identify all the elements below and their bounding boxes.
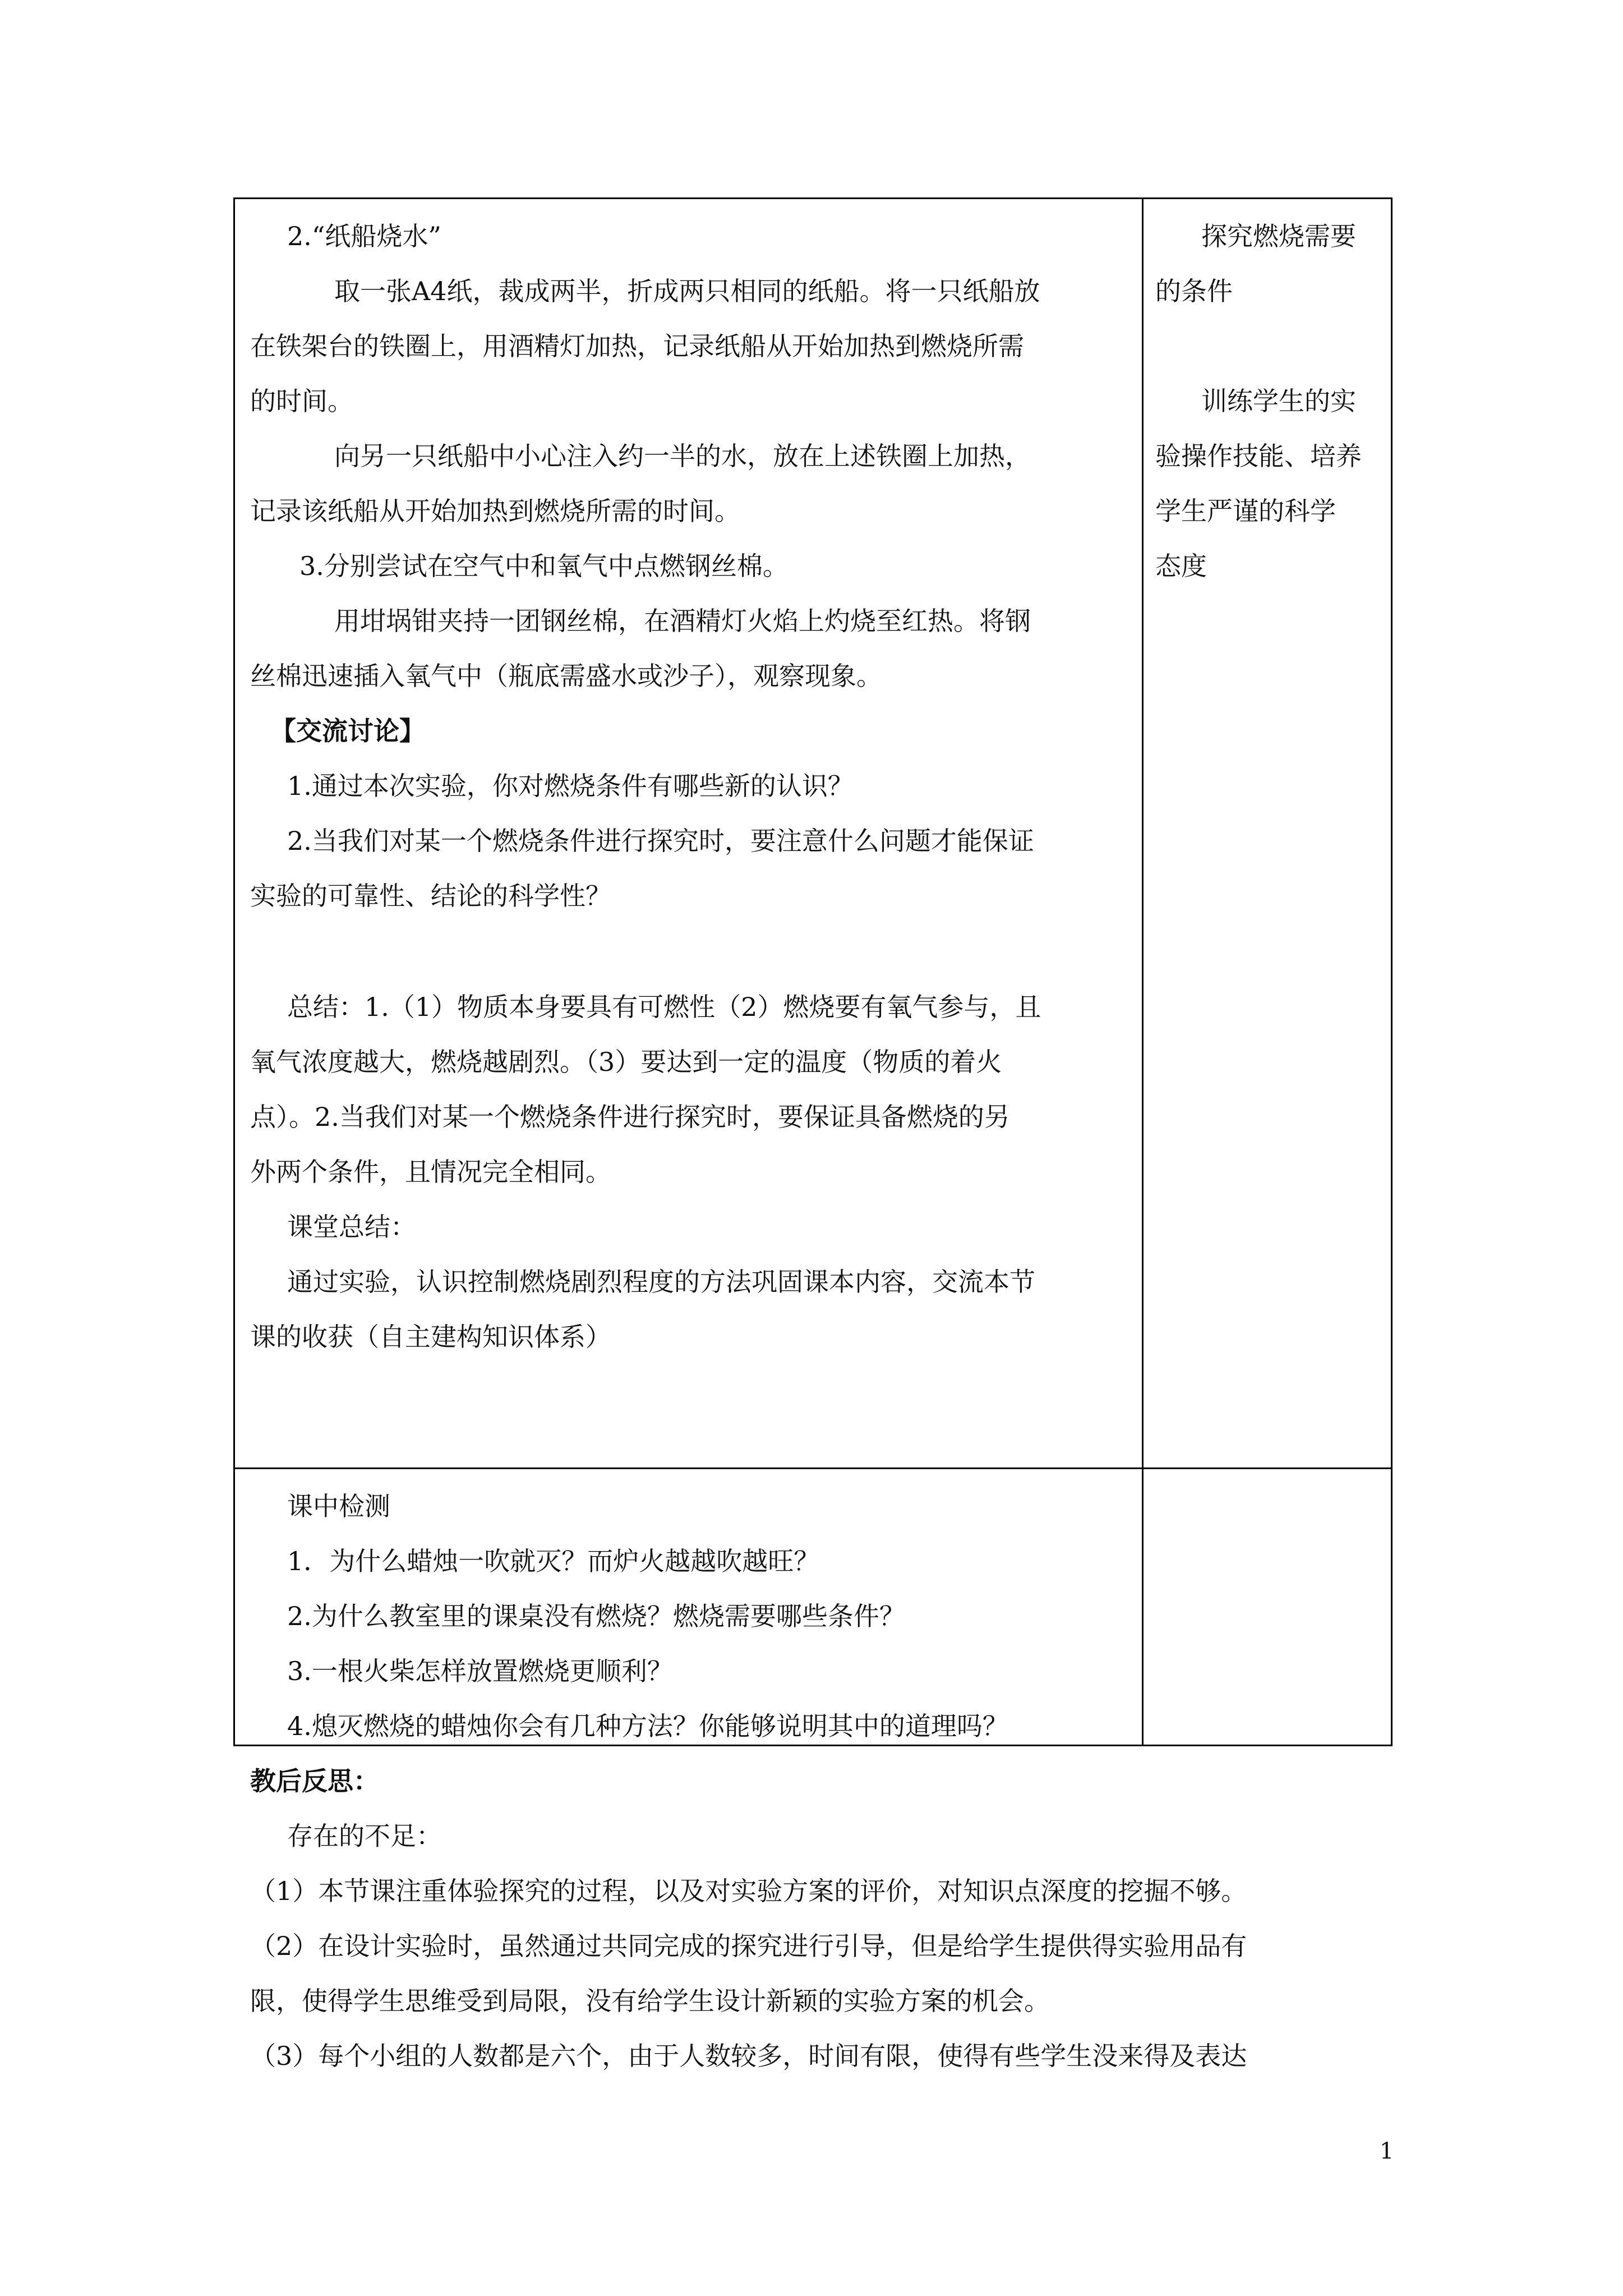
- experiment-line: 取一张A4纸，裁成两半，折成两只相同的纸船。将一只纸船放: [334, 276, 1040, 306]
- reflection-line: （2）在设计实验时，虽然通过共同完成的探究进行引导，但是给学生提供得实验用品有: [250, 1931, 1247, 1961]
- check-question: 3.一根火柴怎样放置燃烧更顺利？: [287, 1656, 673, 1686]
- discussion-question: 实验的可靠性、结论的科学性？: [250, 881, 611, 911]
- purpose-line: 的条件: [1155, 276, 1233, 306]
- purpose-line: 学生严谨的科学: [1155, 496, 1336, 526]
- experiment-line: 2.“纸船烧水”: [287, 221, 441, 251]
- check-question: 4.熄灭燃烧的蜡烛你会有几种方法？你能够说明其中的道理吗？: [287, 1711, 1008, 1741]
- purpose-line: 训练学生的实: [1201, 386, 1356, 416]
- summary-line: 点）。2.当我们对某一个燃烧条件进行探究时，要保证具备燃烧的另: [250, 1102, 1010, 1132]
- table-right-border: [1391, 197, 1393, 1746]
- summary-line: 总结：1.（1）物质本身要具有可燃性（2）燃烧要有氧气参与，且: [287, 992, 1041, 1022]
- experiment-line: 向另一只纸船中小心注入约一半的水，放在上述铁圈上加热，: [334, 441, 1031, 471]
- check-heading: 课中检测: [287, 1491, 390, 1521]
- experiment-line: 丝棉迅速插入氧气中（瓶底需盛水或沙子），观察现象。: [250, 661, 882, 691]
- summary-line: 外两个条件，且情况完全相同。: [250, 1157, 611, 1187]
- table-top-border: [233, 197, 1393, 199]
- table-divider: [233, 1467, 1393, 1469]
- table-column-divider: [1142, 197, 1144, 1746]
- purpose-line: 探究燃烧需要: [1201, 221, 1356, 251]
- page-number: 1: [1380, 2138, 1394, 2164]
- experiment-line: 记录该纸船从开始加热到燃烧所需的时间。: [250, 496, 740, 526]
- reflection-line: （3）每个小组的人数都是六个，由于人数较多，时间有限，使得有些学生没来得及表达: [250, 2041, 1247, 2071]
- table-left-border: [233, 197, 235, 1746]
- reflection-line: 限，使得学生思维受到局限，没有给学生设计新颖的实验方案的机会。: [250, 1986, 1050, 2016]
- check-question: 2.为什么教室里的课桌没有燃烧？燃烧需要哪些条件？: [287, 1601, 905, 1631]
- reflection-line: 存在的不足：: [287, 1821, 442, 1851]
- check-question: 1．为什么蜡烛一吹就灭？而炉火越越吹越旺？: [287, 1546, 820, 1576]
- class-summary-heading: 课堂总结：: [287, 1212, 416, 1242]
- class-summary-line: 课的收获（自主建构知识体系）: [250, 1322, 611, 1352]
- discussion-question: 1.通过本次实验，你对燃烧条件有哪些新的认识？: [287, 771, 854, 801]
- discussion-question: 2.当我们对某一个燃烧条件进行探究时，要注意什么问题才能保证: [287, 826, 1034, 856]
- discussion-heading: 【交流讨论】: [270, 716, 425, 746]
- summary-line: 氧气浓度越大，燃烧越剧烈。（3）要达到一定的温度（物质的着火: [250, 1047, 1002, 1077]
- reflection-line: （1）本节课注重体验探究的过程，以及对实验方案的评价，对知识点深度的挖掘不够。: [250, 1876, 1247, 1906]
- class-summary-line: 通过实验，认识控制燃烧剧烈程度的方法巩固课本内容，交流本节: [287, 1267, 1035, 1297]
- experiment-line: 的时间。: [250, 386, 353, 416]
- experiment-line: 用坩埚钳夹持一团钢丝棉，在酒精灯火焰上灼烧至红热。将钢: [334, 606, 1031, 636]
- purpose-line: 验操作技能、培养: [1155, 441, 1362, 471]
- purpose-line: 态度: [1155, 551, 1207, 581]
- experiment-line: 3.分别尝试在空气中和氧气中点燃钢丝棉。: [299, 551, 789, 581]
- experiment-line: 在铁架台的铁圈上，用酒精灯加热，记录纸船从开始加热到燃烧所需: [250, 331, 1024, 361]
- reflection-heading: 教后反思：: [250, 1766, 379, 1796]
